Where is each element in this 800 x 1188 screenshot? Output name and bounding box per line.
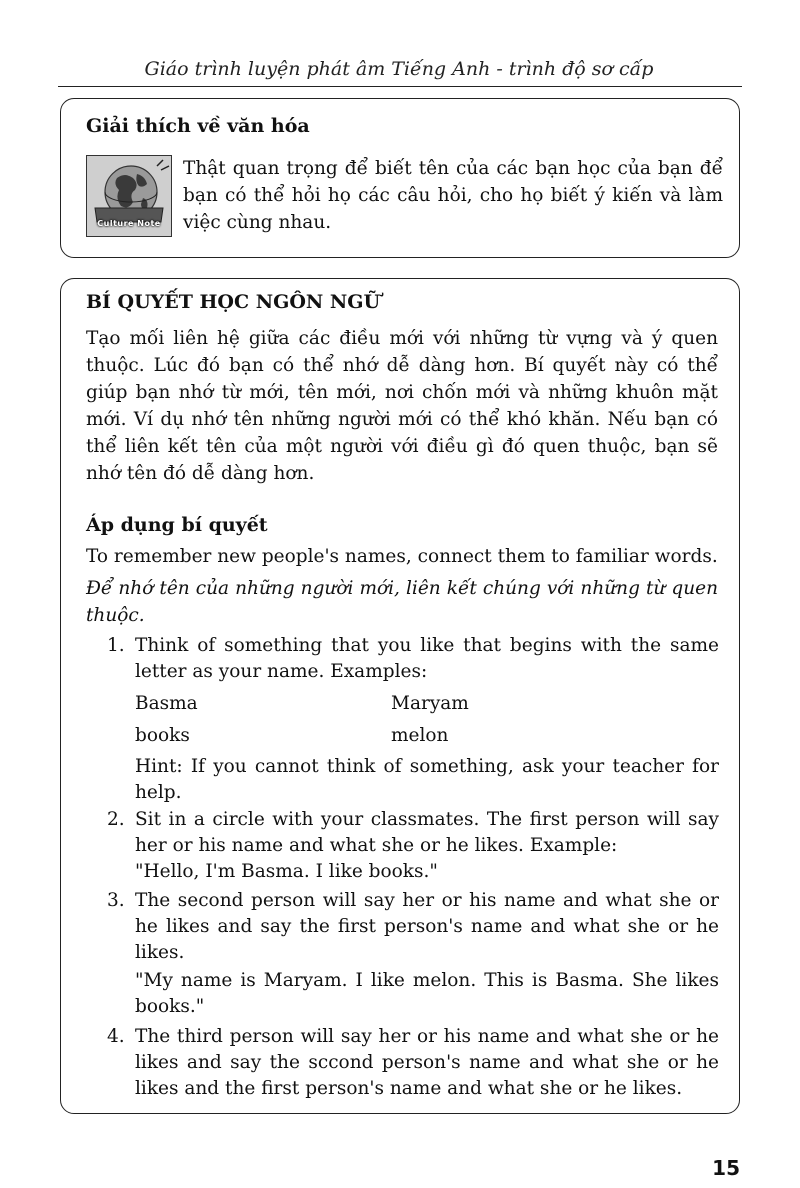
header-rule — [58, 86, 742, 87]
apply-tip-vietnamese: Để nhớ tên của những người mới, liên kết chúng với những từ quen thuộc. — [86, 578, 718, 626]
page-number: 15 — [712, 1156, 740, 1180]
step-number: 2. — [107, 809, 125, 830]
culture-note-text: Thật quan trọng để biết tên của các bạn học của bạn để bạn có thể hỏi họ các câu hỏi, cho họ biết ý kiến và làm việc cùng nhau. — [183, 158, 723, 233]
example-thing: melon — [391, 725, 449, 746]
step-text: Sit in a circle with your classmates. The first person will say her or his name and what she or he likes. Example: — [135, 809, 719, 856]
step-text: The third person will say her or his name and what she or he likes and say the sccond person's name and what she or he likes and the first person's name and what she or he likes. — [135, 1026, 719, 1099]
globe-icon — [86, 155, 172, 237]
globe-icon-label: Culture Note — [97, 219, 161, 228]
step-number: 1. — [107, 635, 125, 656]
culture-note-title: Giải thích về văn hóa — [86, 115, 310, 137]
step-text: Think of something that you like that begins with the same letter as your name. Examples: — [135, 635, 719, 682]
step-quote: "Hello, I'm Basma. I like books." — [135, 861, 438, 882]
language-tip-title: BÍ QUYẾT HỌC NGÔN NGỮ — [86, 291, 381, 313]
apply-tip-heading: Áp dụng bí quyết — [86, 514, 268, 536]
step-text: The second person will say her or his name and what she or he likes and say the first person's name and what she or he likes. — [135, 890, 719, 963]
language-tip-intro: Tạo mối liên hệ giữa các điều mới với những từ vựng và ý quen thuộc. Lúc đó bạn có thể nhớ dễ dàng hơn. Bí quyết này có thể giúp bạn nhớ từ mới, tên mới, nơi chốn mới và những khuôn mặt mới. Ví dụ nhớ tên những người mới có thể khó khăn. Nếu bạn có thể liên kết tên của một người với điều gì đó quen thuộc, bạn sẽ nhớ tên đó dễ dàng hơn. — [86, 328, 718, 484]
example-name: Basma — [135, 693, 198, 714]
example-thing: books — [135, 725, 190, 746]
language-tip-box — [60, 278, 740, 1114]
culture-note-box — [60, 98, 740, 258]
step-hint: Hint: If you cannot think of something, ask your teacher for help. — [135, 756, 719, 803]
step-number: 3. — [107, 890, 125, 911]
step-number: 4. — [107, 1026, 125, 1047]
running-header: Giáo trình luyện phát âm Tiếng Anh - trình độ sơ cấp — [144, 58, 654, 80]
apply-tip-english: To remember new people's names, connect them to familiar words. — [86, 546, 718, 567]
step-quote: "My name is Maryam. I like melon. This is Basma. She likes books." — [135, 970, 719, 1017]
example-name: Maryam — [391, 693, 469, 714]
